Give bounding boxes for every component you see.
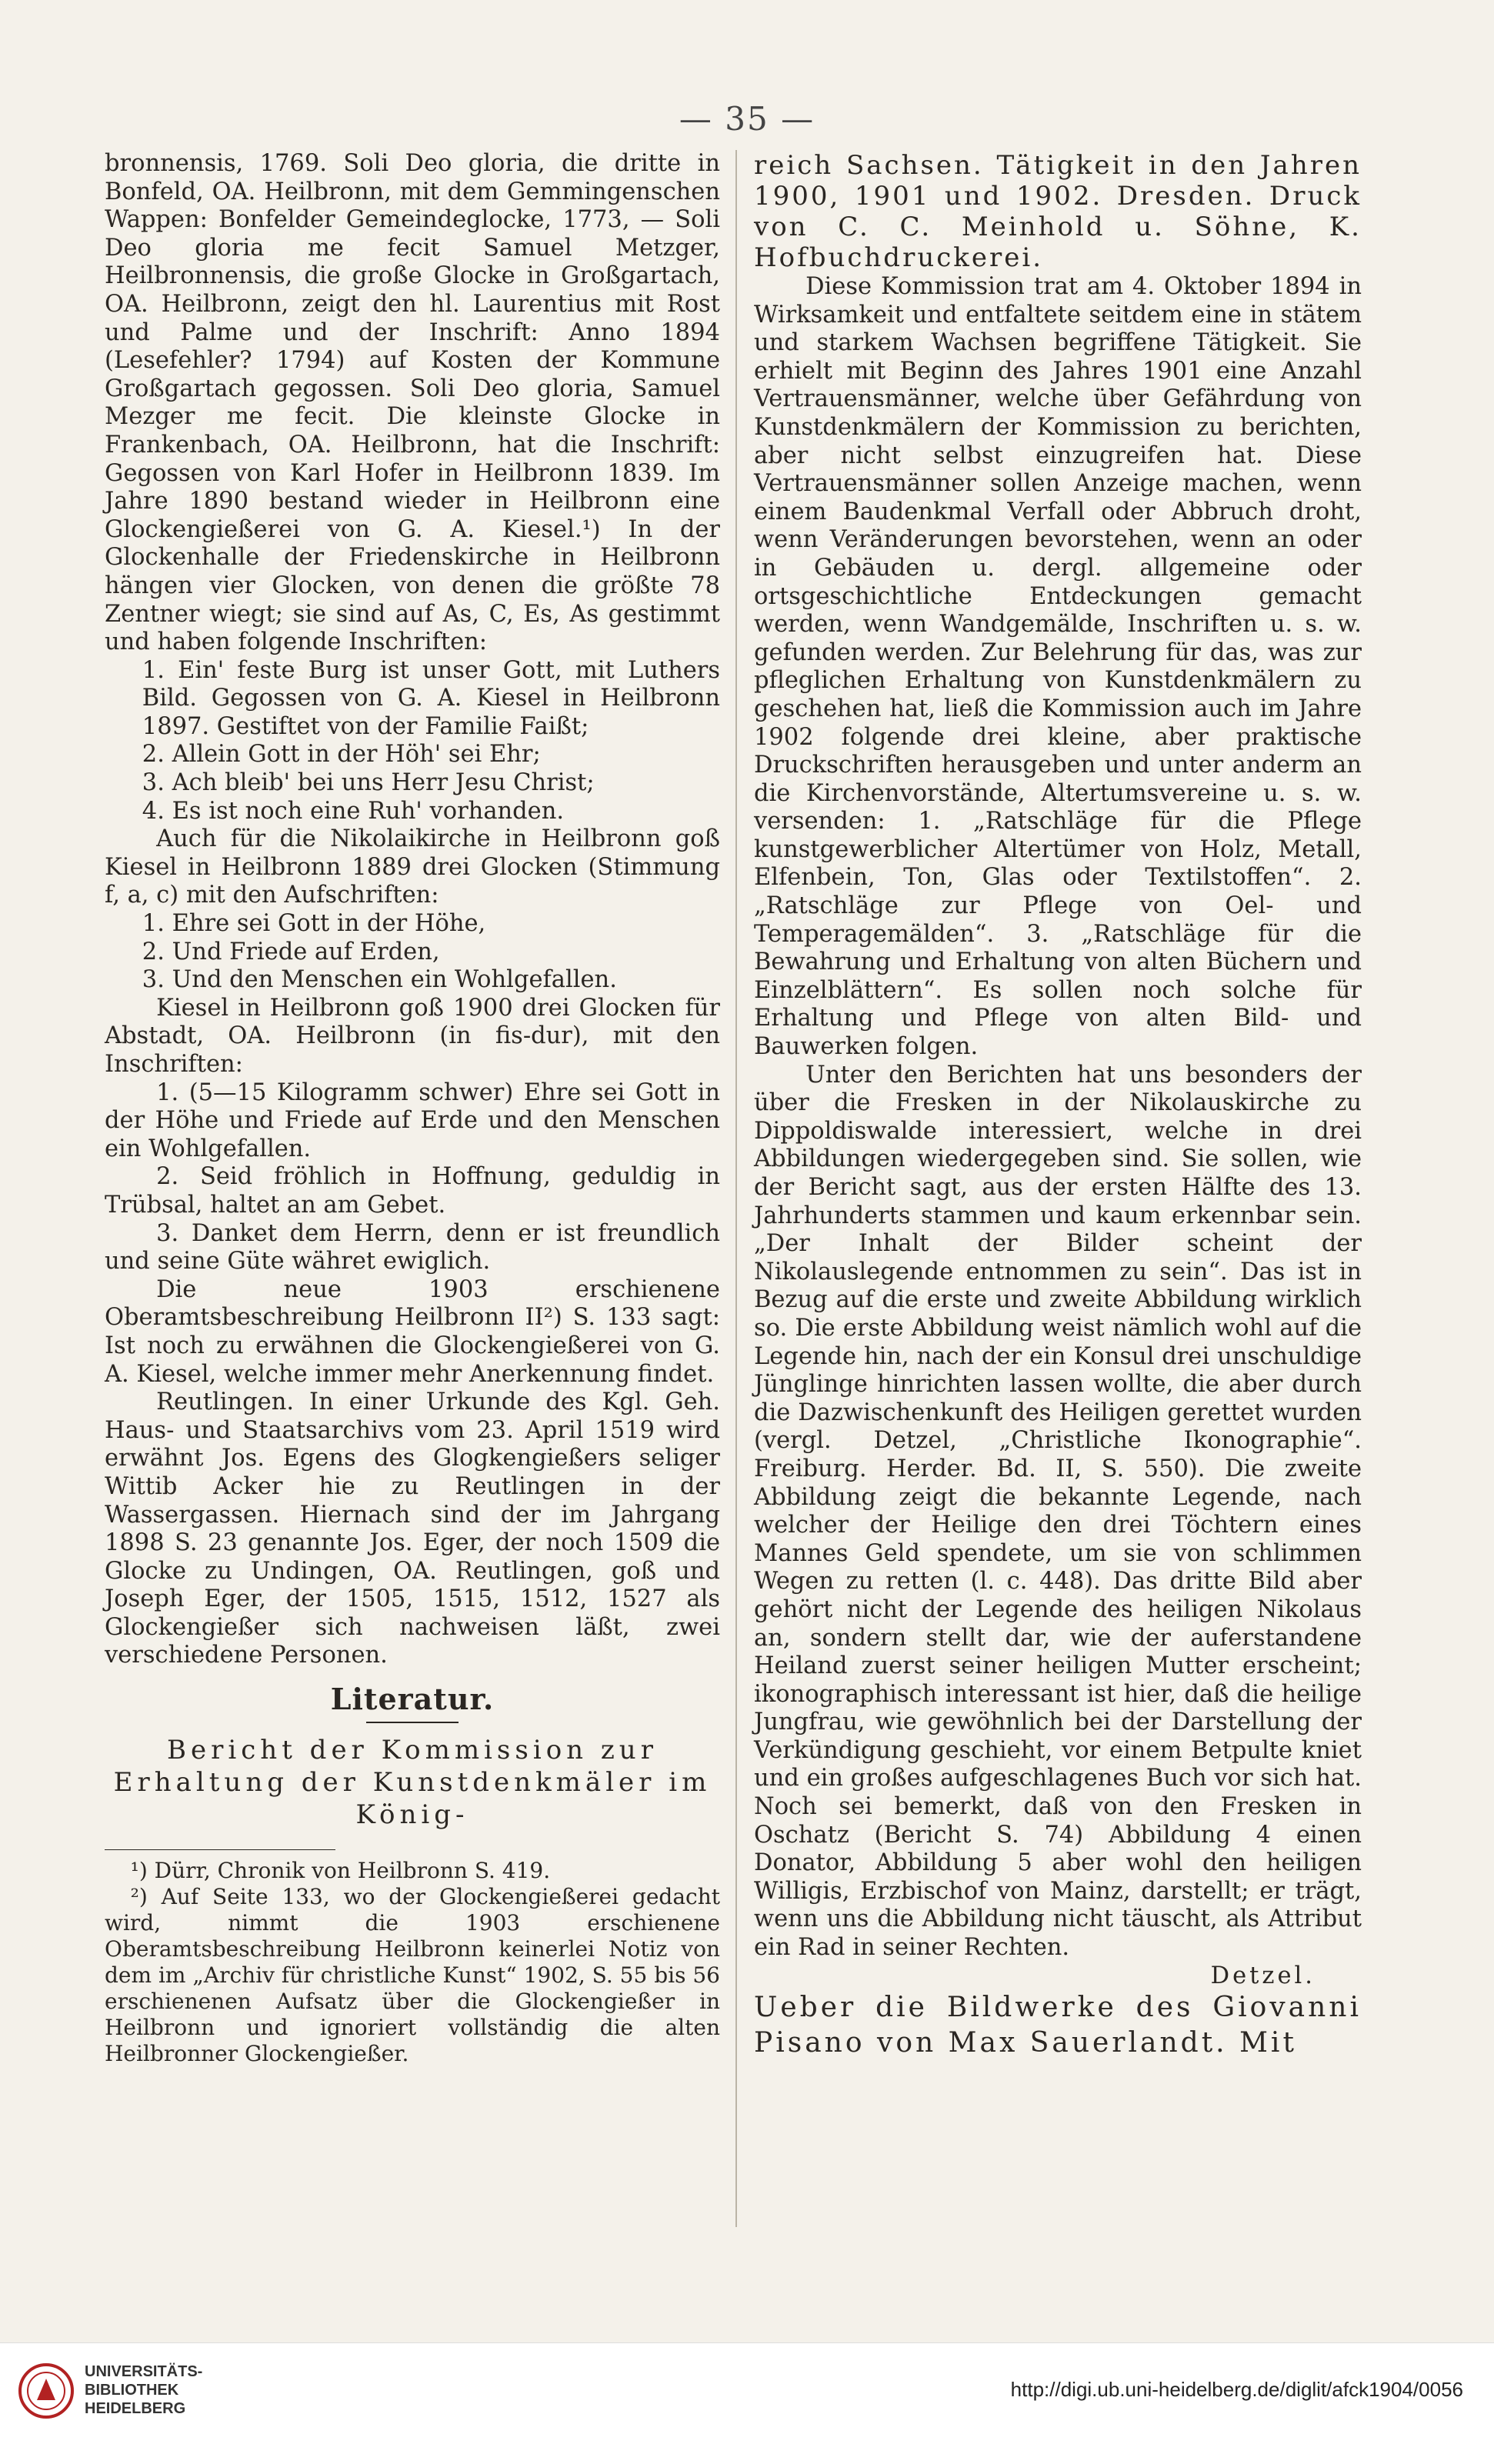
report-header: reich Sachsen. Tätigkeit in den Jahren 1900, 1901 und 1902. Dresden. Druck von C. C. Meinhold u. Söhne, K. Hofbuchdruckerei. [754,150,1362,273]
list-item: 1. Ehre sei Gott in der Höhe, [142,910,486,938]
library-name [85,2362,202,2418]
paragraph: Auch für die Nikolaikirche in Heilbronn goß Kiesel in Heilbronn 1889 drei Glocken (Stimmung f, a, c) mit den Aufschriften: [105,825,720,909]
page-number: — 35 — [679,100,815,138]
right-column [754,150,1362,2061]
right-paragraphs [754,273,1362,1962]
list-item: 3. Ach bleib' bei uns Herr Jesu Christ; [142,769,595,797]
left-paragraphs [105,150,720,1670]
library-name-line3: HEIDELBERG [85,2400,186,2417]
paragraph: Diese Kommission trat am 4. Oktober 1894 in Wirksamkeit und entfaltete seitdem eine in stätem und starkem Wachsen begriffene Tätigkeit. Sie erhielt mit Beginn des Jahres 1901 eine Anzahl Vertrauensmänner, welche über Gefährdung von Kunstdenkmälern der Kommission zu berichten, aber nicht selbst einzugreifen hat. Diese Vertrauensmänner sollen Anzeige machen, wenn einem Baudenkmal Verfall oder Abbruch droht, wenn Veränderungen bevorstehen, wenn an oder in Gebäuden u. dergl. allgemeine oder ortsgeschichtliche Entdeckungen gemacht werden, wenn Wandgemälde, Inschriften u. s. w. gefunden werden. Zur Belehrung für das, was zur pfleglichen Erhaltung von Kunstdenkmälern zu geschehen hat, ließ die Kommission auch im Jahre 1902 folgende drei kleine, aber praktische Druckschriften herausgeben und unter anderm an die Kirchenvorstände, Altertumsvereine u. s. w. versenden: 1. „Ratschläge für die Pflege kunstgewerblicher Altertümer von Holz, Metall, Elfenbein, Ton, Glas oder Textilstoffen“. 2. „Ratschläge zur Pflege von Oel- und Temperagemälden“. 3. „Ratschläge für die Bewahrung und Erhaltung von alten Büchern und Einzelblättern“. Es sollen noch solche für Erhaltung und Pflege von alten Bild- und Bauwerken folgen. [754,273,1362,1061]
list-item: 4. Es ist noch eine Ruh' vorhanden. [142,797,565,825]
paragraph: Reutlingen. In einer Urkunde des Kgl. Geh. Haus- und Staatsarchivs vom 23. April 1519 wird erwähnt Jos. Egens des Glogkengießers seliger Wittib Acker hie zu Reutlingen in der Wassergassen. Hiernach sind der im Jahrgang 1898 S. 23 genannte Jos. Eger, der noch 1509 die Glocke zu Undingen, OA. Reutlingen, goß und Joseph Eger, der 1505, 1515, 1512, 1527 als Glockengießer sich nachweisen läßt, zwei verschiedene Personen. [105,1389,720,1669]
list-item: 3. Und den Menschen ein Wohlgefallen. [142,966,617,994]
footer-bar [0,2342,1494,2464]
paragraph: 3. Danket dem Herrn, denn er ist freundlich und seine Güte währet ewiglich. [105,1219,720,1275]
column-divider [735,150,737,2227]
next-review-title: Ueber die Bildwerke des Giovanni Pisano von Max Sauerlandt. Mit [754,1992,1362,2059]
list-item: 1. Ein' feste Burg ist unser Gott, mit Luthers Bild. Gegossen von G. A. Kiesel in Heilbronn 1897. Gestiftet von der Familie Faißt; [142,656,720,740]
paragraph: Kiesel in Heilbronn goß 1900 drei Glocken für Abstadt, OA. Heilbronn (in fis-dur), mit den Inschriften: [105,994,720,1078]
library-name-line2: BIBLIOTHEK [85,2382,179,2399]
list-item: 2. Und Friede auf Erden, [142,938,440,965]
author-signature: Detzel. [1210,1962,1316,1989]
section-title: Literatur. [330,1682,495,1717]
report-title: Bericht der Kommission zur Erhaltung der Kunstdenkmäler im König- [113,1734,712,1830]
footnote: ²) Auf Seite 133, wo der Glockengießerei gedacht wird, nimmt die 1903 erschienene Oberamtsbeschreibung Heilbronn keinerlei Notiz von dem im „Archiv für christliche Kunst“ 1902, S. 55 bis 56 erschienenen Aufsatz über die Glockengießer in Heilbronn und ignoriert vollständig die alten Heilbronner Glockengießer. [105,1883,720,2066]
library-name-line1: UNIVERSITÄTS- [85,2363,203,2380]
footnote: ¹) Dürr, Chronik von Heilbronn S. 419. [130,1857,551,1883]
paragraph: 2. Seid fröhlich in Hoffnung, geduldig in Trübsal, haltet an am Gebet. [105,1163,720,1219]
title-rule [366,1722,459,1723]
list-item: 2. Allein Gott in der Höh' sei Ehr; [142,741,541,769]
paragraph: Unter den Berichten hat uns besonders der über die Fresken in der Nikolauskirche zu Dippoldiswalde interessiert, welche in drei Abbildungen wiedergegeben sind. Sie sollen, wie der Bericht sagt, aus der ersten Hälfte des 13. Jahrhunderts stammen und kaum erkennbar sein. „Der Inhalt der Bilder scheint der Nikolauslegende entnommen zu sein“. Das ist in Bezug auf die erste und zweite Abbildung wirklich so. Die erste Abbildung weist nämlich wohl auf die Legende hin, nach der ein Konsul drei unschuldige Jünglinge hinrichten lassen wollte, die aber durch die Dazwischenkunft des Heiligen gerettet wurden (vergl. Detzel, „Christliche Ikonographie“. Freiburg. Herder. Bd. II, S. 550). Die zweite Abbildung zeigt die bekannte Legende, nach welcher der Heilige den drei Töchtern eines Mannes Geld spendete, um sie von schlimmen Wegen zu retten (l. c. 448). Das dritte Bild aber gehört nicht der Legende des heiligen Nikolaus an, sondern stellt dar, wie der auferstandene Heiland zuerst seiner heiligen Mutter erscheint; ikonographisch interessant ist hier, daß die heilige Jungfrau, wie gewöhnlich bei der Darstellung der Verkündigung geschieht, vor einem Betpulte kniet und ein großes aufgeschlagenes Buch vor sich hat. Noch sei bemerkt, daß von den Fresken in Oschatz (Bericht S. 74) Abbildung 4 einen Donator, Abbildung 5 aber wohl den heiligen Willigis, Erzbischof von Mainz, darstellt; er trägt, wenn uns die Abbildung nicht täuscht, als Attribut ein Rad in seiner Rechten. [754,1061,1362,1962]
source-url-link[interactable]: http://digi.ub.uni-heidelberg.de/diglit/afck1904/0056 [1010,2378,1463,2401]
university-seal-icon [15,2360,85,2422]
paragraph: Die neue 1903 erschienene Oberamtsbeschreibung Heilbronn II²) S. 133 sagt: Ist noch zu erwähnen die Glockengießerei von G. A. Kiesel, welche immer mehr Anerkennung findet. [105,1275,720,1388]
footnotes [105,1858,720,2067]
paragraph: bronnensis, 1769. Soli Deo gloria, die dritte in Bonfeld, OA. Heilbronn, mit dem Gemmingenschen Wappen: Bonfelder Gemeindeglocke, 1773, — Soli Deo gloria me fecit Samuel Metzger, Heilbronnensis, die große Glocke in Großgartach, OA. Heilbronn, zeigt den hl. Laurentius mit Rost und Palme und der Inschrift: Anno 1894 (Lesefehler? 1794) auf Kosten der Kommune Großgartach gegossen. Soli Deo gloria, Samuel Mezger me fecit. Die kleinste Glocke in Frankenbach, OA. Heilbronn, hat die Inschrift: Gegossen von Karl Hofer in Heilbronn 1839. Im Jahre 1890 bestand wieder in Heilbronn eine Glockengießerei von G. A. Kiesel.¹) In der Glockenhalle der Friedenskirche in Heilbronn hängen vier Glocken, von denen die größte 78 Zentner wiegt; sie sind auf As, C, Es, As gestimmt und haben folgende Inschriften: [105,150,720,656]
paragraph: 1. (5—15 Kilogramm schwer) Ehre sei Gott in der Höhe und Friede auf Erde und den Menschen ein Wohlgefallen. [105,1079,720,1162]
left-column [105,150,720,2067]
footnote-rule [105,1849,335,1850]
